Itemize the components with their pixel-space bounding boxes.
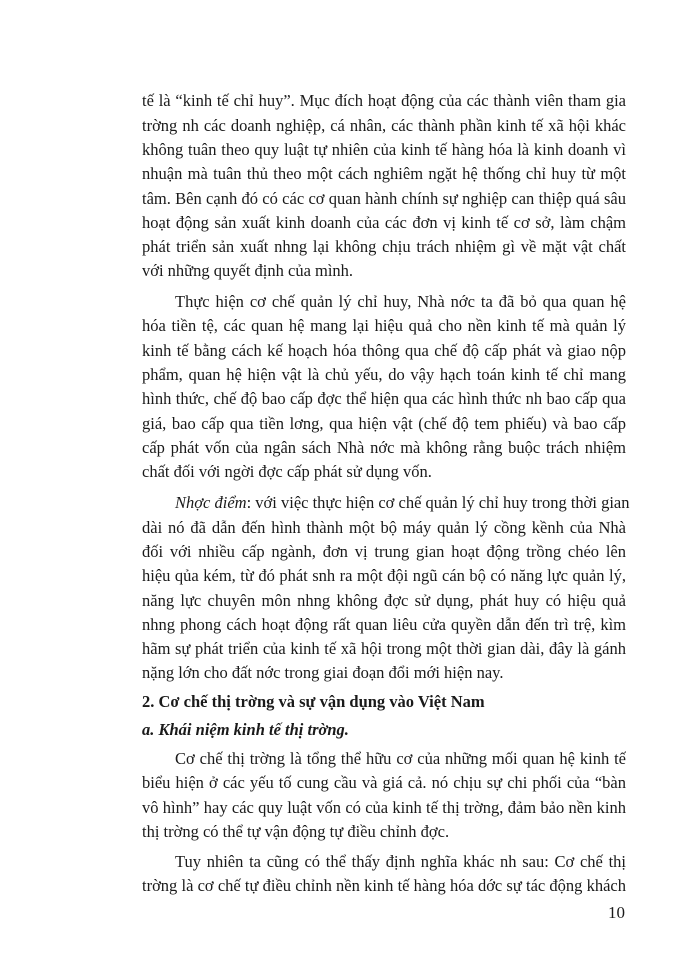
section-heading: 2. Cơ chế thị trờng và sự vận dụng vào Việt Nam (142, 692, 485, 711)
text-line: năng lực chuyên môn nhng không đợc sử dụng, phát huy có hiệu quả (142, 591, 626, 610)
text-line: biểu hiện ở các yếu tố cung cầu và giá cả. nó chịu sự chi phối của “bàn (142, 773, 626, 792)
text-line: Cơ chế thị trờng là tổng thể hữu cơ của những mối quan hệ kinh tế (175, 749, 626, 768)
text-line (175, 493, 630, 513)
text-line: đối với nhiều cấp ngành, đơn vị trung gian hoạt động trồng chéo lên (142, 542, 626, 561)
text-line: dài nó đã dẫn đến hình thành một bộ máy quản lý cồng kềnh của Nhà (142, 518, 626, 537)
subsection-heading: a. Khái niệm kinh tế thị trờng. (142, 720, 349, 739)
text-line: trờng nh các doanh nghiệp, cá nhân, các thành phần kinh tế xã hội khác (142, 116, 626, 135)
text-line: giá, bao cấp qua tiền lơng, qua hiện vật (chế độ tem phiếu) và bao cấp (142, 414, 626, 433)
text-line: nhuận mà tuân thủ theo một cách nghiêm ngặt hệ thống chỉ huy từ một (142, 164, 626, 183)
text-line: hoạt động sản xuất kinh doanh của các đơn vị kinh tế cơ sở, làm chậm (142, 213, 626, 232)
text-line: tâm. Bên cạnh đó có các cơ quan hành chính sự nghiệp can thiệp quá sâu (142, 189, 626, 208)
text-line: chất đối với ngời đợc cấp phát sử dụng vốn. (142, 462, 432, 481)
text-line: không tuân theo quy luật tự nhiên của kinh tế hàng hóa là kinh doanh vì (142, 140, 626, 159)
text-line: hãm sự phát triển của kinh tế xã hội trong một thời gian dài, đây là gánh (142, 639, 626, 658)
text-line: kinh tế bằng cách kế hoạch hóa thông qua chế độ cấp phát và giao nộp (142, 341, 626, 360)
text-line: Thực hiện cơ chế quản lý chỉ huy, Nhà nớc ta đã bỏ qua quan hệ (175, 292, 626, 311)
text-line: phẩm, quan hệ hiện vật là chủ yếu, do vậy hạch toán kinh tế chỉ mang (142, 365, 626, 384)
text-line: cấp phát vốn của ngân sách Nhà nớc mà không rằng buộc trách nhiệm (142, 438, 626, 457)
text-line: Tuy nhiên ta cũng có thể thấy định nghĩa khác nh sau: Cơ chế thị (175, 852, 626, 871)
text-line: nặng lớn cho đất nớc trong giai đoạn đổi mới hiện nay. (142, 663, 504, 682)
text-line: nhng phong cách hoạt động rất quan liêu cửa quyền dẫn đến trì trệ, kìm (142, 615, 626, 634)
page-number: 10 (608, 903, 625, 922)
text-line: tế là “kinh tế chỉ huy”. Mục đích hoạt động của các thành viên tham gia (142, 91, 626, 110)
text-line: trờng là cơ chế tự điều chỉnh nền kinh tế hàng hóa dớc sự tác động khách (142, 876, 626, 895)
text-line: hóa tiền tệ, các quan hệ mang lại hiệu quả cho nền kinh tế mà quản lý (142, 316, 626, 335)
text-line: thị trờng có thể tự vận động tự điều chỉnh đợc. (142, 822, 450, 841)
text-line: vô hình” hay các quy luật vốn có của kinh tế thị trờng, đảm bảo nền kinh (142, 798, 626, 817)
text-line: hình thức, chế độ bao cấp đợc thể hiện qua các hình thức nh bao cấp qua (142, 389, 626, 408)
text-line: hiệu qủa kém, từ đó phát snh ra một đội ngũ cán bộ có năng lực quản lý, (142, 566, 626, 585)
weakness-text: : với việc thực hiện cơ chế quản lý chỉ huy trong thời gian (246, 493, 630, 512)
text-line: phát triển sản xuất nhng lại không chịu trách nhiệm gì về mặt vật chất (142, 237, 626, 256)
text-line: với những quyết định của mình. (142, 261, 354, 280)
weakness-label: Nhợc điểm (175, 493, 247, 512)
